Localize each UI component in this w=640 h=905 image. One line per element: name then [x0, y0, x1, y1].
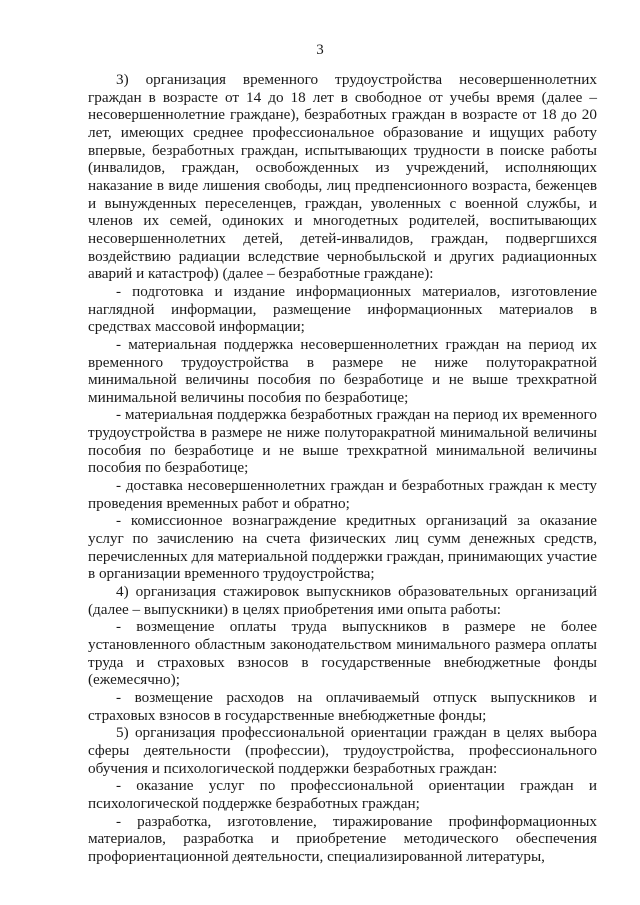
page-number: 3: [316, 42, 324, 58]
bullet-support-minors: - материальная поддержка несовершеннолетних граждан на период их временного трудоустройства в размере не ниже полуторакратной минимальной величины пособия по безработице и не выше трехкратной минимальной величины пособия по безработице;: [88, 335, 597, 406]
bullet-support-unemployed: - материальная поддержка безработных граждан на период их временного трудоустройства в размере не ниже полуторакратной минимальной величины пособия по безработице и не выше трехкратной минимальной величины пособия по безработице;: [88, 406, 597, 477]
paragraph-item-3-temporary-employment: 3) организация временного трудоустройства несовершеннолетних граждан в возрасте от 14 до 18 лет в свободное от учебы время (далее – несовершеннолетние граждане), безработных граждан в возрасте от 18 до 20 лет, имеющих среднее профессиональное образование и ищущих работу впервые, безработных граждан, испытывающих трудности в поиске работы (инвалидов, граждан, освобожденных из учреждений, исполняющих наказание в виде лишения свободы, лиц предпенсионного возраста, беженцев и вынужденных переселенцев, граждан, уволенных с военной службы, и членов их семей, одиноких и многодетных родителей, воспитывающих несовершеннолетних детей, детей-инвалидов, граждан, подвергшихся воздействию радиации вследствие чернобыльской и других радиационных аварий и катастроф) (далее – безработные граждане):: [88, 71, 597, 283]
document-body: [88, 71, 597, 866]
bullet-guidance-services: - оказание услуг по профессиональной ориентации граждан и психологической поддержке безработных граждан;: [88, 777, 597, 812]
paragraph-item-5-career-guidance: 5) организация профессиональной ориентации граждан в целях выбора сферы деятельности (профессии), трудоустройства, профессионального обучения и психологической поддержки безработных граждан:: [88, 724, 597, 777]
bullet-information-materials: - подготовка и издание информационных материалов, изготовление наглядной информации, размещение информационных материалов в средствах массовой информации;: [88, 282, 597, 336]
paragraph-item-4-internships: 4) организация стажировок выпускников образовательных организаций (далее – выпускники) в целях приобретения ими опыта работы:: [88, 583, 597, 618]
bullet-transport-delivery: - доставка несовершеннолетних граждан и безработных граждан к месту проведения временных работ и обратно;: [88, 477, 597, 512]
bullet-vacation-reimbursement: - возмещение расходов на оплачиваемый отпуск выпускников и страховых взносов в государственные внебюджетные фонды;: [88, 688, 597, 724]
bullet-wage-reimbursement: - возмещение оплаты труда выпускников в размере не более установленного областным законодательством минимального размера оплаты труда и страховых взносов в государственные внебюджетные фонды (ежемесячно);: [88, 618, 597, 689]
bullet-guidance-materials: - разработка, изготовление, тиражирование профинформационных материалов, разработка и приобретение методического обеспечения профориентационной деятельности, специализированной литературы,: [88, 812, 597, 865]
bullet-bank-commission: - комиссионное вознаграждение кредитных организаций за оказание услуг по зачислению на счета физических лиц сумм денежных средств, перечисленных для материальной поддержки граждан, принимающих участие в организации временного трудоустройства;: [88, 512, 597, 583]
